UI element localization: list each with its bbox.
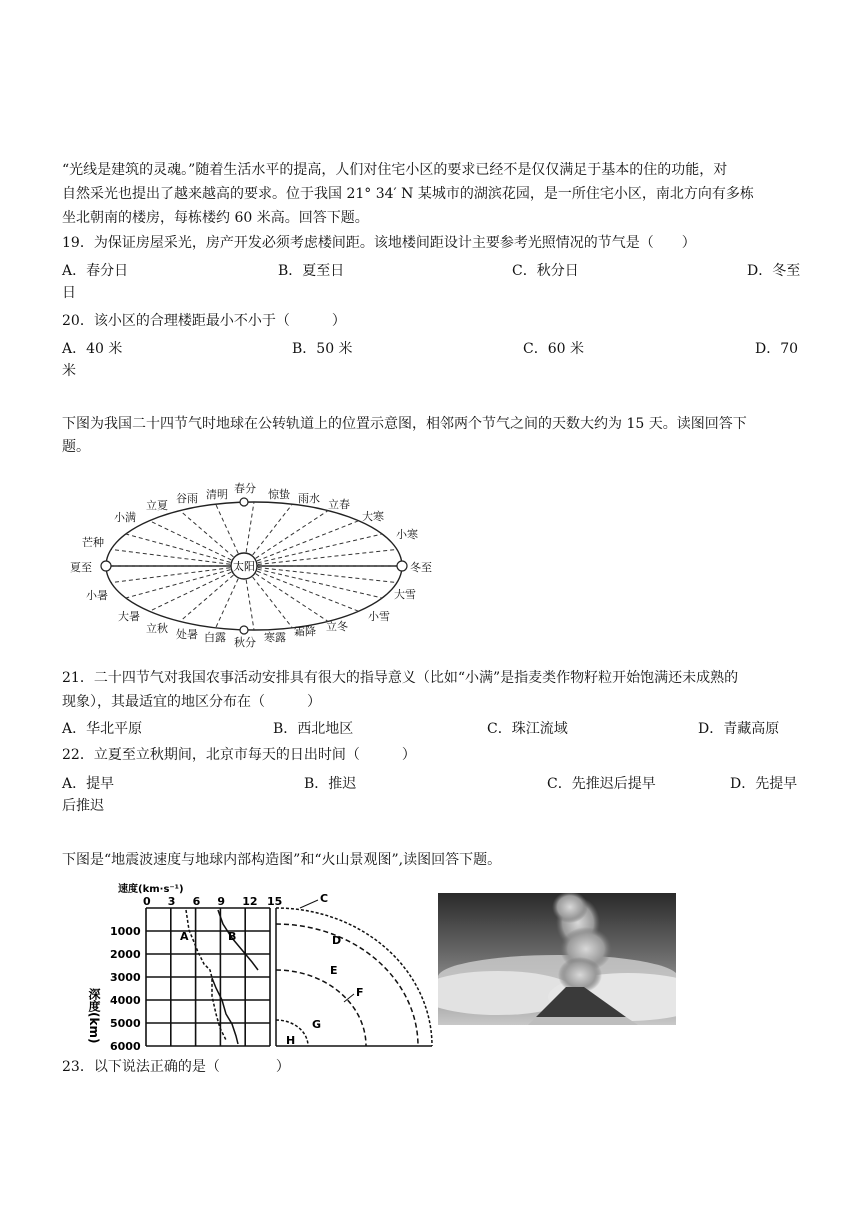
label-g: G bbox=[312, 1018, 322, 1031]
label-e: E bbox=[330, 964, 338, 977]
orbit-spoke bbox=[244, 534, 382, 566]
q21-option-c: C．珠江流域 bbox=[487, 721, 568, 737]
orbit-spoke bbox=[149, 566, 244, 611]
q21-option-a: A．华北平原 bbox=[62, 721, 143, 737]
y-tick-label: 1000 bbox=[110, 925, 141, 938]
question-20-stem: 20．该小区的合理楼距最小不小于（ ） bbox=[62, 313, 346, 329]
x-tick-label: 3 bbox=[167, 895, 176, 908]
volcano-landscape-photo bbox=[438, 893, 676, 1025]
question-22-stem: 22．立夏至立秋期间，北京市每天的日出时间（ ） bbox=[62, 747, 416, 763]
seismic-wave-structure-diagram bbox=[86, 878, 438, 1050]
term-dahan: 大寒 bbox=[362, 510, 384, 523]
term-mangzhong: 芒种 bbox=[82, 536, 104, 549]
term-jingzhe: 惊蛰 bbox=[268, 488, 290, 501]
term-xiaoman: 小满 bbox=[114, 511, 136, 524]
orbit-spoke bbox=[244, 566, 397, 583]
term-yushui: 雨水 bbox=[298, 492, 320, 505]
q19-option-c: C．秋分日 bbox=[512, 263, 579, 279]
term-lichun: 立春 bbox=[328, 498, 350, 511]
q20-option-d-wrap: 米 bbox=[62, 363, 76, 379]
x-tick-label: 0 bbox=[143, 895, 151, 908]
question-21-stem-line-1: 21．二十四节气对我国农事活动安排具有很大的指导意义（比如“小满”是指麦类作物籽粒开始饱满还未成熟的 bbox=[62, 670, 739, 686]
q19-option-a: A．春分日 bbox=[62, 263, 129, 279]
y-tick-label: 3000 bbox=[110, 971, 141, 984]
term-liqiu: 立秋 bbox=[146, 622, 168, 635]
q22-option-b: B．推迟 bbox=[304, 776, 357, 792]
term-dashu: 大暑 bbox=[118, 610, 140, 623]
passage-1-line-2: 自然采光也提出了越来越高的要求。位于我国 21° 34′ N 某城市的湖滨花园，是一所住宅小区，南北方向有多栋 bbox=[62, 186, 754, 202]
term-daxue: 大雪 bbox=[394, 588, 416, 601]
q20-option-d: D．70 bbox=[755, 341, 799, 357]
y-tick-label: 5000 bbox=[110, 1017, 141, 1030]
earth-autumn-equinox bbox=[240, 626, 248, 634]
q19-option-d-wrap: 日 bbox=[62, 285, 76, 301]
q22-option-a: A．提早 bbox=[62, 776, 115, 792]
term-dongzhi: 冬至 bbox=[410, 561, 432, 574]
x-tick-label: 15 bbox=[267, 895, 283, 908]
x-tick-label: 6 bbox=[192, 895, 201, 908]
q20-option-c: C．60 米 bbox=[523, 341, 584, 357]
sun-label: 太阳 bbox=[233, 560, 255, 573]
orbit-spoke bbox=[111, 566, 244, 583]
q19-option-b: B．夏至日 bbox=[278, 263, 345, 279]
label-c-leader bbox=[300, 900, 318, 908]
q22-option-d-wrap: 后推迟 bbox=[62, 798, 104, 814]
solar-terms-orbit-diagram bbox=[62, 478, 452, 650]
y-tick-label: 2000 bbox=[110, 948, 141, 961]
y-tick-label: 6000 bbox=[110, 1040, 141, 1050]
earth-winter-solstice bbox=[397, 561, 407, 571]
label-d: D bbox=[332, 934, 342, 947]
term-xiaoxue: 小雪 bbox=[368, 610, 390, 623]
seismic-ylabel: 深度(km) bbox=[87, 988, 101, 1044]
question-21-stem-line-2: 现象），其最适宜的地区分布在（ ） bbox=[62, 694, 321, 710]
label-f: F bbox=[356, 986, 364, 999]
label-h: H bbox=[286, 1034, 296, 1047]
earth-summer-solstice bbox=[101, 561, 111, 571]
label-c: C bbox=[320, 892, 329, 905]
q19-option-d: D．冬至 bbox=[747, 263, 801, 279]
term-xiaoshu: 小暑 bbox=[86, 589, 108, 602]
term-lixia: 立夏 bbox=[146, 499, 168, 512]
passage-2-line-2: 题。 bbox=[62, 439, 90, 455]
term-xiaohan: 小寒 bbox=[396, 528, 418, 541]
term-qiufen: 秋分 bbox=[234, 636, 256, 649]
passage-1-line-3: 坐北朝南的楼房，每栋楼约 60 米高。回答下题。 bbox=[62, 210, 369, 226]
section-moho-arc bbox=[276, 924, 418, 1046]
label-b: B bbox=[228, 930, 237, 943]
term-shuangjiang: 霜降 bbox=[294, 625, 316, 638]
orbit-spoke bbox=[149, 521, 244, 566]
orbit-spoke bbox=[244, 566, 328, 621]
passage-1-line-1: “光线是建筑的灵魂。”随着生活水平的提高，人们对住宅小区的要求已经不是仅仅满足于基本的住的功能，对 bbox=[62, 162, 728, 178]
wave-curve-b bbox=[218, 910, 258, 970]
passage-2-line-1: 下图为我国二十四节气时地球在公转轨道上的位置示意图，相邻两个节气之间的天数大约为 15 天。读图回答下 bbox=[62, 416, 747, 432]
orbit-spoke bbox=[244, 511, 328, 566]
q21-option-b: B．西北地区 bbox=[273, 721, 354, 737]
q22-option-c: C．先推迟后提早 bbox=[547, 776, 656, 792]
orbit-spoke bbox=[244, 549, 397, 566]
earth-spring-equinox bbox=[240, 498, 248, 506]
y-tick-label: 4000 bbox=[110, 994, 141, 1007]
x-tick-label: 9 bbox=[217, 895, 226, 908]
term-xiazhi: 夏至 bbox=[70, 561, 92, 574]
term-hanlu: 寒露 bbox=[264, 631, 286, 644]
term-guyu: 谷雨 bbox=[176, 492, 198, 505]
x-tick-label: 12 bbox=[242, 895, 258, 908]
term-chushu: 处暑 bbox=[176, 628, 198, 641]
passage-3-line-1: 下图是“地震波速度与地球内部构造图”和“火山景观图”,读图回答下题。 bbox=[62, 852, 502, 868]
label-a: A bbox=[180, 930, 189, 943]
term-bailu: 白露 bbox=[204, 631, 226, 644]
term-chunfen: 春分 bbox=[234, 482, 256, 495]
q20-option-b: B．50 米 bbox=[292, 341, 353, 357]
q20-option-a: A．40 米 bbox=[62, 341, 123, 357]
term-qingming: 清明 bbox=[206, 488, 228, 501]
seismic-xlabel: 速度(km·s⁻¹) bbox=[118, 884, 184, 895]
question-19-stem: 19．为保证房屋采光，房产开发必须考虑楼间距。该地楼间距设计主要参考光照情况的节气是（ ） bbox=[62, 235, 696, 251]
orbit-spoke bbox=[244, 566, 382, 598]
term-lidong: 立冬 bbox=[326, 620, 348, 633]
section-crust-arc bbox=[276, 908, 432, 1046]
q22-option-d: D．先提早 bbox=[730, 776, 798, 792]
orbit-spoke bbox=[111, 549, 244, 566]
q21-option-d: D．青藏高原 bbox=[698, 721, 780, 737]
question-23-stem: 23．以下说法正确的是（ ） bbox=[62, 1059, 290, 1075]
